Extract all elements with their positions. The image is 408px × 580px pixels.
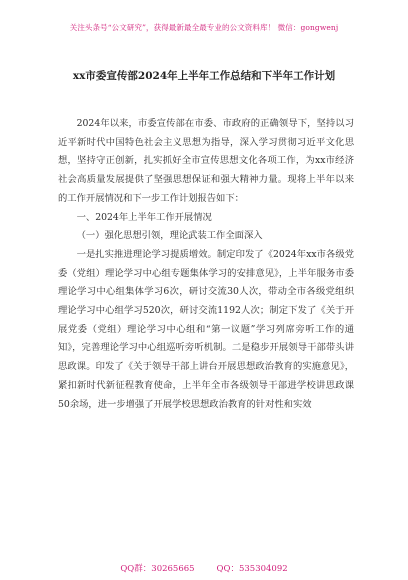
footer-qq-group: QQ群：30265665 <box>120 564 195 574</box>
body-paragraph: 一是扎实推进理论学习提质增效。制定印发了《2024年xx市各级党委（党组）理论学习中心组专题集体学习的安排意见》，上半年服务市委理论学习中心组集体学习6次，研讨交流30人次，带动全市各级党组织理论学习中心组学习520次，研讨交流1192人次；制定下发了《关于开展党委（党组）理论学习中心组和“第一议题”学习列席旁听工作的通知》，完善理论学习中心组巡听旁听机制。二是稳步开展领导干部带头讲思政课。印发了《关于领导干部上讲台开展思想政治教育的实施意见》，紧扣新时代新征程教育使命，上半年全市各级领导干部进学校讲思政课50余场，进一步增强了开展学校思想政治教育的针对性和实效 <box>58 248 354 410</box>
subsection-heading: （一）强化思想引领，理论武装工作全面深入 <box>76 230 263 242</box>
footer-contact <box>0 562 408 574</box>
intro-paragraph: 2024年以来，市委宣传部在市委、市政府的正确领导下，坚持以习近平新时代中国特色社会主义思想为指导，深入学习贯彻习近平文化思想，坚持守正创新，扎实抓好全市宣传思想文化各项工作，为xx市经济社会高质量发展提供了坚强思想保证和强大精神力量。现将上半年以来的工作开展情况和下一步工作计划报告如下： <box>58 118 354 204</box>
footer-qq: QQ：535304092 <box>216 564 288 574</box>
section-heading: 一、2024年上半年工作开展情况 <box>76 211 212 223</box>
document-title: xx市委宣传部2024年上半年工作总结和下半年工作计划 <box>72 70 336 82</box>
header-promo-note: 关注头条号“公文研究”，获得最新最全最专业的公文资料库！ 微信：gongwenj <box>69 23 339 32</box>
document-body <box>58 115 354 414</box>
